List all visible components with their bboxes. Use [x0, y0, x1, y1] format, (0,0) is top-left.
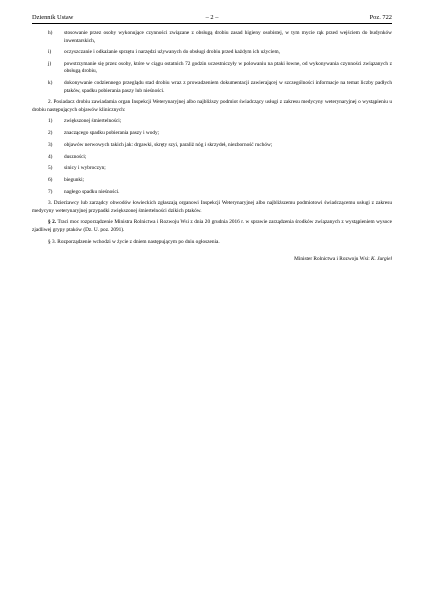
- position-number: Poz. 722: [369, 14, 392, 21]
- paragraph-3: 3. Dzierżawcy lub zarządcy obwodów łowieckich zgłaszają organowi Inspekcji Weterynaryjnej albo najbliższemu podmiotowi świadczącemu usługi z zakresu medycyny weterynaryjnej przypadki zwiększonej śmiertelności dzikich ptaków.: [32, 200, 392, 214]
- section-3: [32, 239, 392, 247]
- list-item-text: znaczącego spadku pobierania paszy i wody;: [64, 130, 160, 137]
- signature-title: Minister Rolnictwa i Rozwoju Wsi:: [294, 256, 370, 263]
- signature-name: K. Jurgiel: [371, 256, 392, 263]
- list-item-text: dokonywanie codziennego przeglądu stad drobiu wraz z prowadzeniem dokumentacji zawierającej w szczególności informacje na temat liczby padłych ptaków, spadku pobierania paszy lub nieśności.: [64, 80, 392, 94]
- section-3-text: Rozporządzenie wchodzi w życie z dniem następującym po dniu ogłoszenia.: [57, 238, 220, 245]
- journal-title: Dziennik Ustaw: [32, 14, 74, 21]
- list-item-text: zwiększonej śmiertelności;: [64, 118, 122, 125]
- list-item: [32, 154, 392, 162]
- document-body: [32, 30, 392, 264]
- list-item: [32, 49, 392, 57]
- signature-line: [32, 256, 392, 264]
- list-item-label: 3): [48, 141, 53, 148]
- list-item: [32, 142, 392, 150]
- section-2-label: § 2.: [48, 219, 57, 226]
- paragraph-2: 2. Posiadacz drobiu zawiadamia organ Inspekcji Weterynaryjnej albo najbliższy podmiot świadczący usługi z zakresu medycyny weterynaryjnej o wystąpieniu u drobiu następujących objawów klinicznych:: [32, 99, 392, 113]
- list-item-label: 4): [48, 153, 53, 160]
- list-item-label: 5): [48, 165, 53, 172]
- list-item-text: biegunki;: [64, 176, 85, 183]
- list-item-label: k): [48, 80, 53, 87]
- page-number: – 2 –: [205, 14, 219, 21]
- header-divider: [32, 23, 392, 24]
- list-item: [32, 61, 392, 76]
- list-item-label: 6): [48, 176, 53, 183]
- list-item-label: j): [48, 60, 52, 67]
- list-item: [32, 177, 392, 185]
- list-item-label: i): [48, 49, 52, 56]
- list-item-label: 7): [48, 188, 53, 195]
- section-3-label: § 3.: [48, 238, 56, 245]
- list-item: [32, 189, 392, 197]
- list-item-text: sinicy i wybroczyn;: [64, 165, 106, 172]
- list-item: [32, 165, 392, 173]
- list-item-text: duszności;: [64, 153, 87, 160]
- list-item: [32, 118, 392, 126]
- list-item: [32, 80, 392, 95]
- list-item-label: h): [48, 30, 53, 36]
- section-2-text: Traci moc rozporządzenie Ministra Rolnictwa i Rozwoju Wsi z dnia 20 grudnia 2016 r. w sprawie zarządzenia środków związanych z wystąpieniem wysoce zjadliwej grypy ptaków (Dz. U. poz. 2091).: [32, 219, 392, 233]
- section-2: [32, 219, 392, 234]
- list-item: [32, 30, 392, 45]
- list-item-text: objawów nerwowych takich jak: drgawki, skręty szyi, paraliż nóg i skrzydeł, niezborność ruchów;: [64, 141, 273, 148]
- list-item-text: nagłego spadku nieśności.: [64, 188, 120, 195]
- list-item-label: 2): [48, 130, 53, 137]
- list-item-text: oczyszczanie i odkażanie sprzętu i narzędzi używanych do obsługi drobiu przed każdym ich użyciem,: [64, 49, 280, 56]
- list-item: [32, 130, 392, 138]
- list-item-label: 1): [48, 118, 53, 125]
- list-item-text: stosowanie przez osoby wykonujące czynności związane z obsługą drobiu zasad higieny osobistej, w tym mycie rąk przed wejściem do budynków inwentarskich,: [64, 30, 392, 44]
- list-item-text: powstrzymanie się przez osoby, które w ciągu ostatnich 72 godzin uczestniczyły w polowaniu na ptaki łowne, od wykonywania czynności związanych z obsługą drobiu,: [64, 60, 392, 75]
